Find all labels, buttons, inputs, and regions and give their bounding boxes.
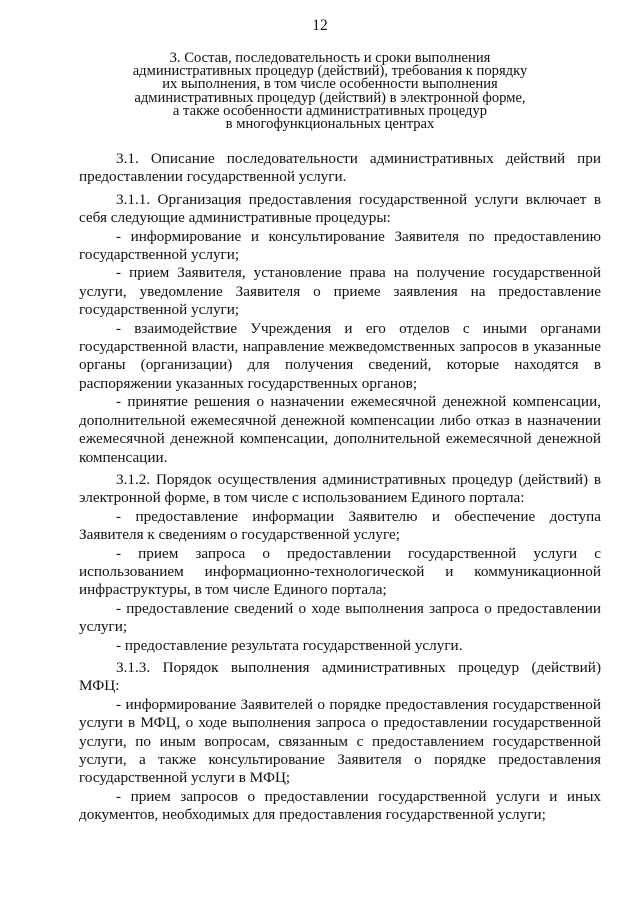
page-number: 12 <box>312 17 328 34</box>
list-item: - информирование и консультирование Заявителя по предоставлению государственной услуги; <box>79 227 601 264</box>
heading-line: в многофункциональных центрах <box>225 116 435 133</box>
list-item: - прием Заявителя, установление права на получение государственной услуги, уведомление Заявителя о приеме заявления на предоставление государственной услуги; <box>79 264 601 319</box>
list-item: - прием запросов о предоставлении государственной услуги и иных документов, необходимых для предоставления государственной услуги; <box>79 787 601 824</box>
paragraph-3-1-3: 3.1.3. Порядок выполнения административных процедур (действий) МФЦ: <box>79 658 601 695</box>
list-item: - предоставление информации Заявителю и обеспечение доступа Заявителя к сведениям о государственной услуге; <box>79 507 601 544</box>
heading-line: 3. Состав, последовательность и сроки выполнения <box>169 50 491 66</box>
list-item: - информирование Заявителей о порядке предоставления государственной услуги в МФЦ, о ходе выполнения запроса о предоставлении государственной услуги, по иным вопросам, связанным с предоставлением государственной услуги, а также консультирование Заявителя о порядке предоставления государственной услуги в МФЦ; <box>79 695 601 787</box>
document-body <box>79 150 601 825</box>
section-heading <box>80 52 580 131</box>
list-item: - прием запроса о предоставлении государственной услуги с использованием информационно-технологической и коммуникационной инфраструктуры, в том числе Единого портала; <box>79 544 601 599</box>
list-item: - принятие решения о назначении ежемесячной денежной компенсации, дополнительной ежемесячной денежной компенсации либо отказ в назначении ежемесячной денежной компенсации, дополнительной ежемесячной денежной компенсации. <box>79 393 601 466</box>
list-item: - предоставление сведений о ходе выполнения запроса о предоставлении услуги; <box>79 599 601 636</box>
paragraph-3-1-2: 3.1.2. Порядок осуществления административных процедур (действий) в электронной форме, в том числе с использованием Единого портала: <box>79 470 601 507</box>
paragraph-3-1: 3.1. Описание последовательности административных действий при предоставлении государственной услуги. <box>79 150 601 186</box>
heading-line: административных процедур (действий) в электронной форме, <box>134 89 526 106</box>
list-item: - предоставление результата государственной услуги. <box>116 636 463 654</box>
heading-line: административных процедур (действий), требования к порядку <box>132 63 528 80</box>
heading-line: а также особенности административных процедур <box>172 102 488 119</box>
paragraph-3-1-1: 3.1.1. Организация предоставления государственной услуги включает в себя следующие административные процедуры: <box>79 190 601 227</box>
heading-line: их выполнения, в том числе особенности выполнения <box>162 76 498 93</box>
list-item: - взаимодействие Учреждения и его отделов с иными органами государственной власти, направление межведомственных запросов в указанные органы (организации) для получения сведений, которые находятся в распоряжении указанных государственных органов; <box>79 319 601 392</box>
